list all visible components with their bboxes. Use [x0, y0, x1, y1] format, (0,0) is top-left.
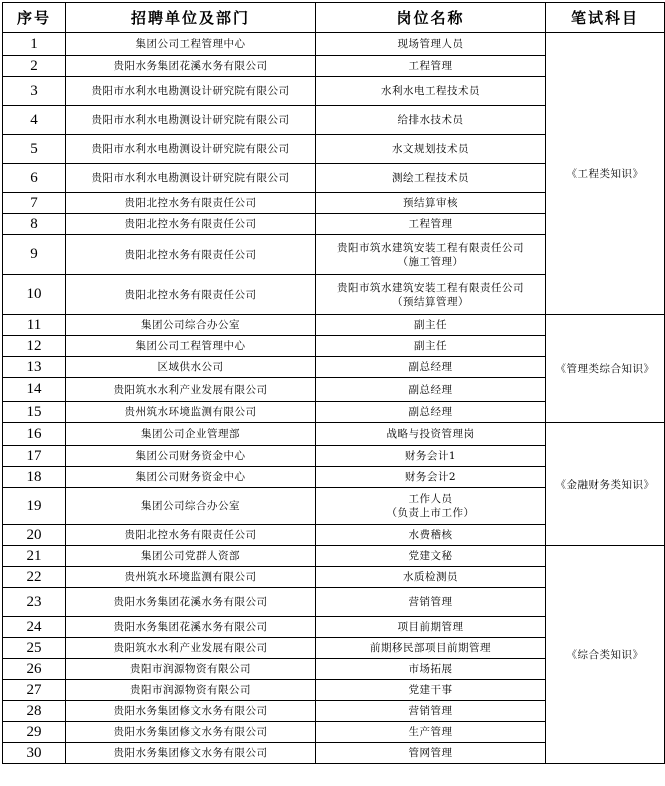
unit-cell: 贵州筑水环境监测有限公司	[66, 567, 316, 588]
position-cell	[316, 402, 546, 423]
position-cell	[316, 106, 546, 135]
position-line: 市场拓展	[408, 663, 453, 675]
row-number: 14	[3, 378, 66, 402]
row-number: 2	[3, 56, 66, 77]
position-cell	[316, 659, 546, 680]
unit-cell: 贵阳市水利水电勘测设计研究院有限公司	[66, 106, 316, 135]
position-cell	[316, 423, 546, 446]
table-row	[3, 315, 665, 336]
row-number: 29	[3, 722, 66, 743]
position-line: 给排水技术员	[397, 114, 464, 126]
position-line: （预结算管理）	[392, 295, 469, 308]
position-cell	[316, 588, 546, 617]
position-line: 水质检测员	[403, 571, 458, 583]
position-line: 贵阳市筑水建筑安装工程有限责任公司	[337, 241, 524, 254]
position-line: 营销管理	[408, 705, 453, 717]
table-row	[3, 546, 665, 567]
unit-cell: 贵阳水务集团修文水务有限公司	[66, 701, 316, 722]
unit-cell: 贵阳北控水务有限责任公司	[66, 193, 316, 214]
row-number: 25	[3, 638, 66, 659]
position-line: 副主任	[414, 319, 447, 331]
position-cell	[316, 56, 546, 77]
row-number: 22	[3, 567, 66, 588]
unit-cell: 贵阳水务集团修文水务有限公司	[66, 743, 316, 764]
row-number: 30	[3, 743, 66, 764]
position-line: 工作人员	[408, 493, 453, 505]
row-number: 5	[3, 135, 66, 164]
unit-cell: 区域供水公司	[66, 357, 316, 378]
position-line: 副总经理	[408, 383, 453, 396]
position-line: 工程管理	[408, 60, 453, 72]
position-line: 财务会计2	[404, 471, 457, 483]
position-line: （负责上市工作）	[386, 507, 475, 519]
exam-subject-cell: 《工程类知识》	[546, 33, 665, 315]
position-line: 水文规划技术员	[392, 143, 469, 155]
unit-cell: 集团公司党群人资部	[66, 546, 316, 567]
recruitment-exam-table	[2, 2, 665, 764]
position-cell	[316, 357, 546, 378]
unit-cell: 贵阳市润源物资有限公司	[66, 680, 316, 701]
row-number: 12	[3, 336, 66, 357]
position-cell	[316, 193, 546, 214]
position-cell	[316, 680, 546, 701]
exam-subject-cell: 《管理类综合知识》	[546, 315, 665, 423]
unit-cell: 贵阳北控水务有限责任公司	[66, 214, 316, 235]
row-number: 15	[3, 402, 66, 423]
position-cell	[316, 315, 546, 336]
unit-cell: 贵阳市润源物资有限公司	[66, 659, 316, 680]
position-line: 项目前期管理	[397, 621, 464, 633]
position-line: 测绘工程技术员	[392, 172, 469, 184]
position-line: 工程管理	[408, 218, 453, 230]
row-number: 7	[3, 193, 66, 214]
row-number: 28	[3, 701, 66, 722]
unit-cell: 贵阳北控水务有限责任公司	[66, 525, 316, 546]
position-cell	[316, 467, 546, 488]
row-number: 13	[3, 357, 66, 378]
row-number: 9	[3, 235, 66, 275]
header-unit: 招聘单位及部门	[66, 3, 316, 33]
position-cell	[316, 617, 546, 638]
unit-cell: 贵阳筑水水利产业发展有限公司	[66, 638, 316, 659]
position-line: 战略与投资管理岗	[386, 428, 475, 440]
header-row	[3, 3, 665, 33]
position-cell	[316, 525, 546, 546]
row-number: 23	[3, 588, 66, 617]
unit-cell: 集团公司工程管理中心	[66, 33, 316, 56]
header-num: 序号	[3, 3, 66, 33]
position-line: 预结算审核	[403, 197, 458, 209]
unit-cell: 贵州筑水环境监测有限公司	[66, 402, 316, 423]
position-line: 前期移民部项目前期管理	[370, 642, 491, 654]
row-number: 6	[3, 164, 66, 193]
position-cell	[316, 638, 546, 659]
unit-cell: 贵阳市水利水电勘测设计研究院有限公司	[66, 77, 316, 106]
unit-cell: 贵阳北控水务有限责任公司	[66, 235, 316, 275]
unit-cell: 集团公司综合办公室	[66, 315, 316, 336]
unit-cell: 贵阳水务集团修文水务有限公司	[66, 722, 316, 743]
row-number: 20	[3, 525, 66, 546]
position-line: 现场管理人员	[397, 38, 464, 50]
unit-cell: 集团公司财务资金中心	[66, 446, 316, 467]
unit-cell: 集团公司工程管理中心	[66, 336, 316, 357]
position-cell	[316, 164, 546, 193]
position-cell	[316, 378, 546, 402]
header-subject: 笔试科目	[546, 3, 665, 33]
position-cell	[316, 77, 546, 106]
row-number: 16	[3, 423, 66, 446]
position-line: 党建文秘	[408, 550, 453, 562]
position-line: 副主任	[414, 340, 447, 352]
position-cell	[316, 446, 546, 467]
exam-subject-cell: 《金融财务类知识》	[546, 423, 665, 546]
row-number: 19	[3, 488, 66, 525]
position-line: 营销管理	[408, 596, 453, 608]
unit-cell: 贵阳北控水务有限责任公司	[66, 275, 316, 315]
position-line: 水费稽核	[408, 529, 453, 541]
position-cell	[316, 135, 546, 164]
position-line: 副总经理	[408, 361, 453, 373]
row-number: 24	[3, 617, 66, 638]
position-cell	[316, 722, 546, 743]
position-line: 副总经理	[408, 406, 453, 418]
unit-cell: 贵阳水务集团花溪水务有限公司	[66, 617, 316, 638]
position-cell	[316, 488, 546, 525]
position-line: 生产管理	[408, 726, 453, 738]
position-line: 水利水电工程技术员	[381, 85, 480, 97]
row-number: 4	[3, 106, 66, 135]
position-line: （施工管理）	[397, 255, 464, 268]
unit-cell: 贵阳水务集团花溪水务有限公司	[66, 588, 316, 617]
unit-cell: 集团公司财务资金中心	[66, 467, 316, 488]
table-row	[3, 33, 665, 56]
position-cell	[316, 275, 546, 315]
position-cell	[316, 743, 546, 764]
table-row	[3, 423, 665, 446]
unit-cell: 贵阳水务集团花溪水务有限公司	[66, 56, 316, 77]
position-cell	[316, 336, 546, 357]
position-line: 财务会计1	[404, 450, 457, 462]
position-cell	[316, 567, 546, 588]
row-number: 10	[3, 275, 66, 315]
row-number: 21	[3, 546, 66, 567]
unit-cell: 集团公司综合办公室	[66, 488, 316, 525]
position-line: 贵阳市筑水建筑安装工程有限责任公司	[337, 281, 524, 294]
row-number: 11	[3, 315, 66, 336]
unit-cell: 集团公司企业管理部	[66, 423, 316, 446]
row-number: 3	[3, 77, 66, 106]
position-cell	[316, 33, 546, 56]
unit-cell: 贵阳筑水水利产业发展有限公司	[66, 378, 316, 402]
position-line: 党建干事	[408, 684, 453, 696]
exam-subject-cell: 《综合类知识》	[546, 546, 665, 764]
row-number: 17	[3, 446, 66, 467]
unit-cell: 贵阳市水利水电勘测设计研究院有限公司	[66, 135, 316, 164]
position-cell	[316, 701, 546, 722]
row-number: 1	[3, 33, 66, 56]
row-number: 18	[3, 467, 66, 488]
unit-cell: 贵阳市水利水电勘测设计研究院有限公司	[66, 164, 316, 193]
table-body	[3, 33, 665, 764]
row-number: 27	[3, 680, 66, 701]
row-number: 8	[3, 214, 66, 235]
position-cell	[316, 235, 546, 275]
row-number: 26	[3, 659, 66, 680]
position-cell	[316, 546, 546, 567]
header-position: 岗位名称	[316, 3, 546, 33]
position-cell	[316, 214, 546, 235]
position-line: 管网管理	[408, 747, 453, 759]
